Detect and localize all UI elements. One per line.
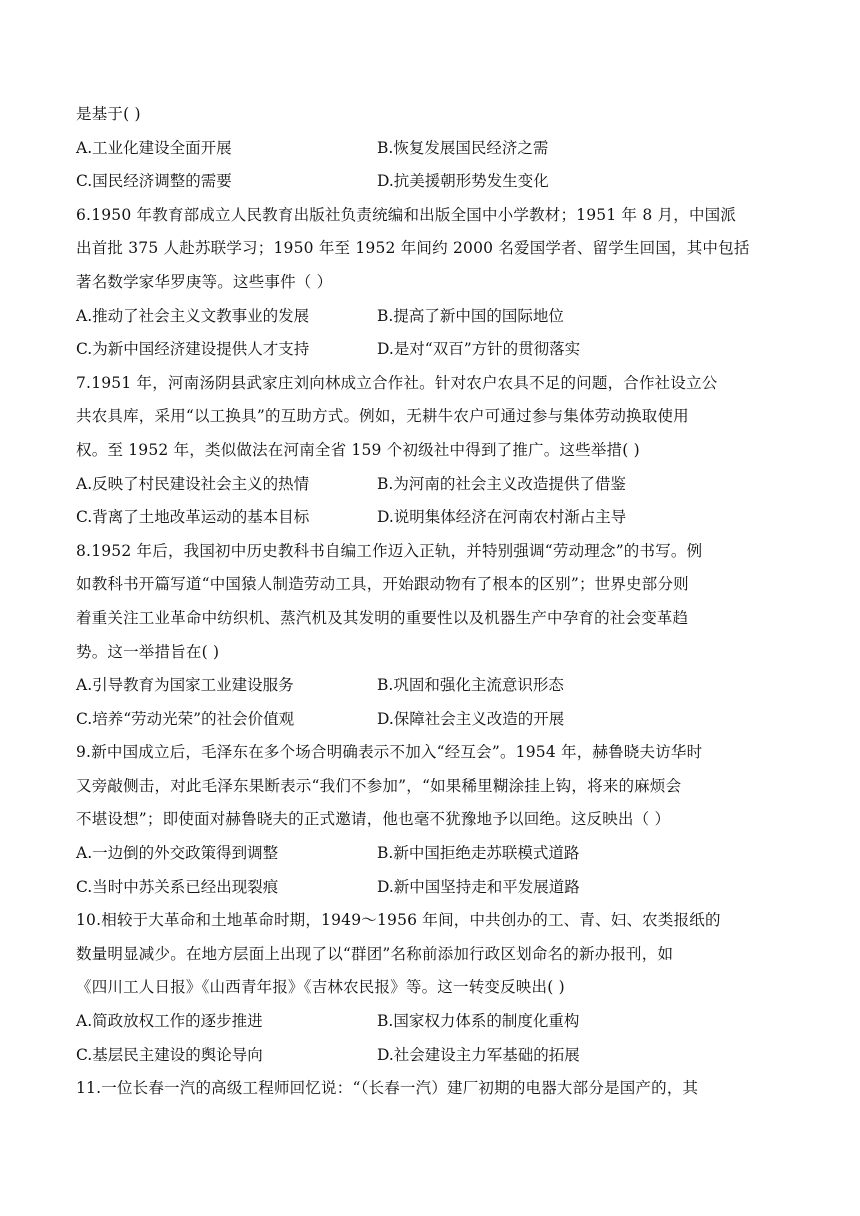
- q9-options-row-2: [76, 871, 796, 905]
- q11-stem-line-1: 11.一位长春一汽的高级工程师回忆说：“（长春一汽）建厂初期的电器大部分是国产的，其: [76, 1079, 699, 1098]
- q8-stem-line-2: 如教科书开篇写道“中国猿人制造劳动工具，开始跟动物有了根本的区别”；世界史部分则: [76, 575, 689, 594]
- exam-page: [76, 98, 796, 1106]
- q5-option-b[interactable]: B.恢复发展国民经济之需: [377, 138, 549, 157]
- q9-options-row-1: [76, 837, 796, 871]
- q7-options-row-2: [76, 501, 796, 535]
- q10-options-row-1: [76, 1005, 796, 1039]
- q5-option-a[interactable]: A.工业化建设全面开展: [76, 138, 232, 157]
- q9-stem-line-3: 不堪设想”；即使面对赫鲁晓夫的正式邀请，他也毫不犹豫地予以回绝。这反映出（ ）: [76, 810, 671, 829]
- q5-option-c[interactable]: C.国民经济调整的需要: [76, 172, 232, 191]
- q9-option-b[interactable]: B.新中国拒绝走苏联模式道路: [377, 844, 580, 863]
- q8-options-row-1: [76, 669, 796, 703]
- q8-option-d[interactable]: D.保障社会主义改造的开展: [377, 709, 565, 728]
- q10-stem-line-3: 《四川工人日报》《山西青年报》《吉林农民报》等。这一转变反映出( ): [76, 978, 565, 997]
- q6-options-row-1: [76, 300, 796, 334]
- q10-option-d[interactable]: D.社会建设主力军基础的拓展: [377, 1045, 580, 1064]
- q8-stem-line-1: 8.1952 年后，我国初中历史教科书自编工作迈入正轨，并特别强调“劳动理念”的书写。例: [76, 541, 703, 560]
- q7-stem-line-1: 7.1951 年，河南汤阴县武家庄刘向林成立合作社。针对农户农具不足的问题，合作社设立公: [76, 373, 718, 392]
- q6-option-d[interactable]: D.是对“双百”方针的贯彻落实: [377, 340, 581, 359]
- q5-options-row-1: [76, 132, 796, 166]
- q6-stem-line-3: 著名数学家华罗庚等。这些事件（ ）: [76, 272, 333, 291]
- q9-option-d[interactable]: D.新中国坚持走和平发展道路: [377, 877, 580, 896]
- q6-options-row-2: [76, 333, 796, 367]
- q8-option-c[interactable]: C.培养“劳动光荣”的社会价值观: [76, 709, 295, 728]
- q5-options-row-2: [76, 165, 796, 199]
- q10-option-b[interactable]: B.国家权力体系的制度化重构: [377, 1012, 580, 1031]
- q7-option-d[interactable]: D.说明集体经济在河南农村渐占主导: [377, 508, 627, 527]
- q10-options-row-2: [76, 1039, 796, 1073]
- q8-stem-line-3: 着重关注工业革命中纺织机、蒸汽机及其发明的重要性以及机器生产中孕育的社会变革趋: [76, 608, 689, 627]
- q6-stem-line-2: 出首批 375 人赴苏联学习；1950 年至 1952 年间约 2000 名爱国学者、留学生回国，其中包括: [76, 239, 750, 258]
- q6-option-a[interactable]: A.推动了社会主义文教事业的发展: [76, 306, 310, 325]
- q7-stem-line-3: 权。至 1952 年，类似做法在河南全省 159 个初级社中得到了推广。这些举措( ): [76, 440, 640, 459]
- q10-stem-line-2: 数量明显减少。在地方层面上出现了以“群团”名称前添加行政区划命名的新办报刊，如: [76, 944, 674, 963]
- q10-option-a[interactable]: A.简政放权工作的逐步推进: [76, 1012, 263, 1031]
- q9-option-a[interactable]: A.一边倒的外交政策得到调整: [76, 844, 279, 863]
- q9-stem-line-2: 又旁敲侧击，对此毛泽东果断表示“我们不参加”，“如果稀里糊涂挂上钩，将来的麻烦会: [76, 776, 682, 795]
- q8-options-row-2: [76, 703, 796, 737]
- q8-stem-line-4: 势。这一举措旨在( ): [76, 642, 220, 661]
- q8-option-b[interactable]: B.巩固和强化主流意识形态: [377, 676, 564, 695]
- q6-stem-line-1: 6.1950 年教育部成立人民教育出版社负责统编和出版全国中小学教材；1951 年 8 月，中国派: [76, 205, 737, 224]
- q7-option-a[interactable]: A.反映了村民建设社会主义的热情: [76, 474, 310, 493]
- q10-option-c[interactable]: C.基层民主建设的舆论导向: [76, 1045, 263, 1064]
- q5-stem-tail: 是基于( ): [76, 105, 141, 123]
- q8-option-a[interactable]: A.引导教育为国家工业建设服务: [76, 676, 294, 695]
- q6-option-c[interactable]: C.为新中国经济建设提供人才支持: [76, 340, 310, 359]
- q7-option-b[interactable]: B.为河南的社会主义改造提供了借鉴: [377, 474, 626, 493]
- q9-stem-line-1: 9.新中国成立后，毛泽东在多个场合明确表示不加入“经互会”。1954 年，赫鲁晓夫访华时: [76, 743, 703, 762]
- q9-option-c[interactable]: C.当时中苏关系已经出现裂痕: [76, 877, 279, 896]
- q6-option-b[interactable]: B.提高了新中国的国际地位: [377, 306, 564, 325]
- q7-options-row-1: [76, 468, 796, 502]
- q5-option-d[interactable]: D.抗美援朝形势发生变化: [377, 172, 549, 191]
- q10-stem-line-1: 10.相较于大革命和土地革命时期，1949～1956 年间，中共创办的工、青、妇、农类报纸的: [76, 911, 721, 930]
- q7-option-c[interactable]: C.背离了土地改革运动的基本目标: [76, 508, 310, 527]
- q7-stem-line-2: 共农具库，采用“以工换具”的互助方式。例如，无耕牛农户可通过参与集体劳动换取使用: [76, 407, 689, 426]
